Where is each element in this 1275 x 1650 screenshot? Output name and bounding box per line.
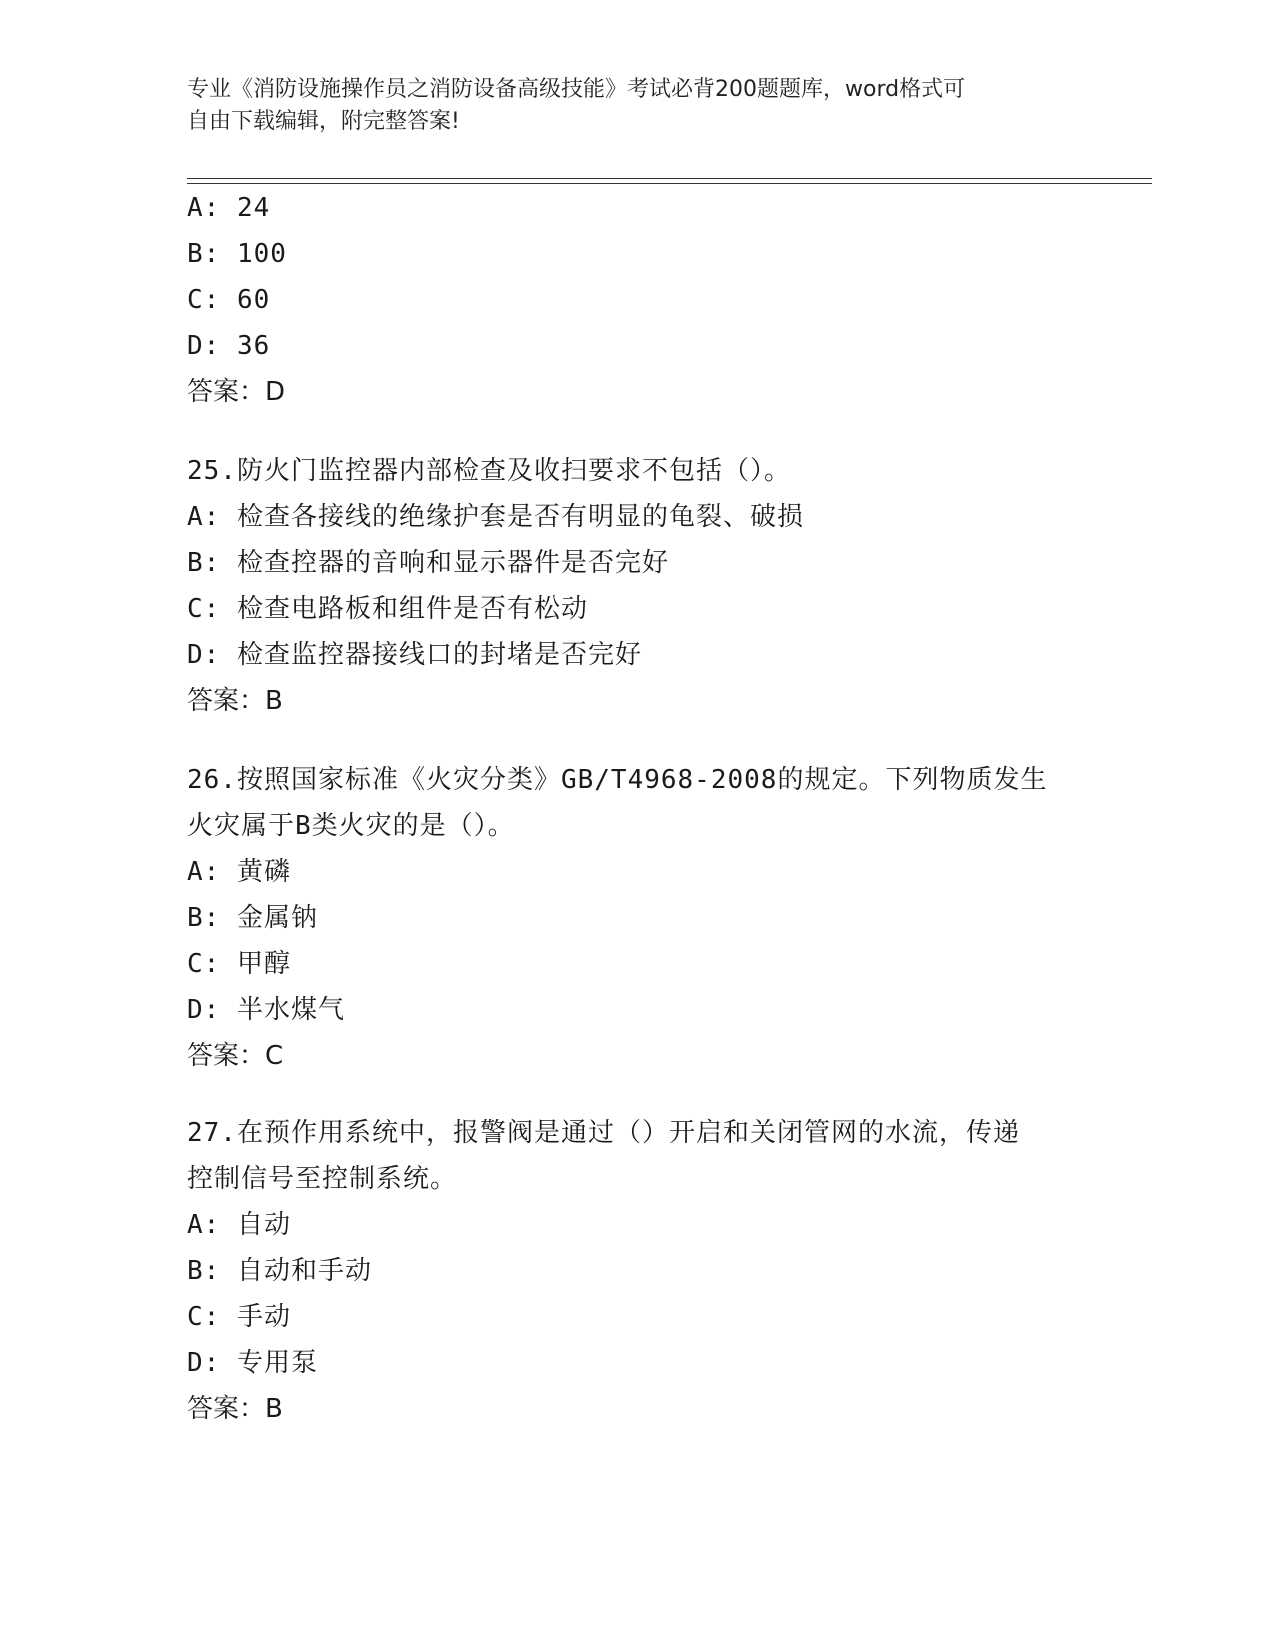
option-c: C: 60	[187, 285, 271, 315]
option-a: A: 24	[187, 193, 271, 223]
option-d: D: 半水煤气	[187, 995, 345, 1025]
header-line-2: 自由下载编辑，附完整答案!	[187, 109, 460, 134]
option-a: A: 检查各接线的绝缘护套是否有明显的龟裂、破损	[187, 502, 804, 532]
answer-line: 答案：D	[187, 377, 286, 407]
option-c: C: 手动	[187, 1302, 291, 1332]
answer-line: 答案：B	[187, 1394, 283, 1424]
question-stem: 25.防火门监控器内部检查及收扫要求不包括（）。	[187, 456, 791, 486]
option-b: B: 检查控器的音响和显示器件是否完好	[187, 548, 669, 578]
option-a: A: 自动	[187, 1210, 291, 1240]
question-stem-line-2: 火灾属于B类火灾的是（）。	[187, 811, 515, 841]
option-c: C: 检查电路板和组件是否有松动	[187, 594, 588, 624]
option-d: D: 专用泵	[187, 1348, 318, 1378]
header-line-1: 专业《消防设施操作员之消防设备高级技能》考试必背200题题库，word格式可	[187, 77, 966, 102]
question-stem-line-1: 27.在预作用系统中，报警阀是通过（）开启和关闭管网的水流，传递	[187, 1118, 1020, 1148]
document-header	[187, 74, 1087, 138]
question-stem-line-1: 26.按照国家标准《火灾分类》GB/T4968-2008的规定。下列物质发生	[187, 765, 1048, 795]
question-24-block	[187, 185, 1107, 415]
header-rule-top	[187, 178, 1152, 179]
option-a: A: 黄磷	[187, 857, 291, 887]
question-stem-line-2: 控制信号至控制系统。	[187, 1164, 458, 1194]
option-b: B: 100	[187, 239, 287, 269]
option-b: B: 金属钠	[187, 903, 318, 933]
option-b: B: 自动和手动	[187, 1256, 372, 1286]
answer-line: 答案：C	[187, 1041, 284, 1071]
question-27-block	[187, 1110, 1107, 1432]
option-c: C: 甲醇	[187, 949, 291, 979]
option-d: D: 36	[187, 331, 271, 361]
answer-line: 答案：B	[187, 686, 283, 716]
header-rule-bottom	[187, 183, 1152, 184]
question-25-block	[187, 448, 1107, 724]
question-26-block	[187, 757, 1107, 1079]
option-d: D: 检查监控器接线口的封堵是否完好	[187, 640, 642, 670]
